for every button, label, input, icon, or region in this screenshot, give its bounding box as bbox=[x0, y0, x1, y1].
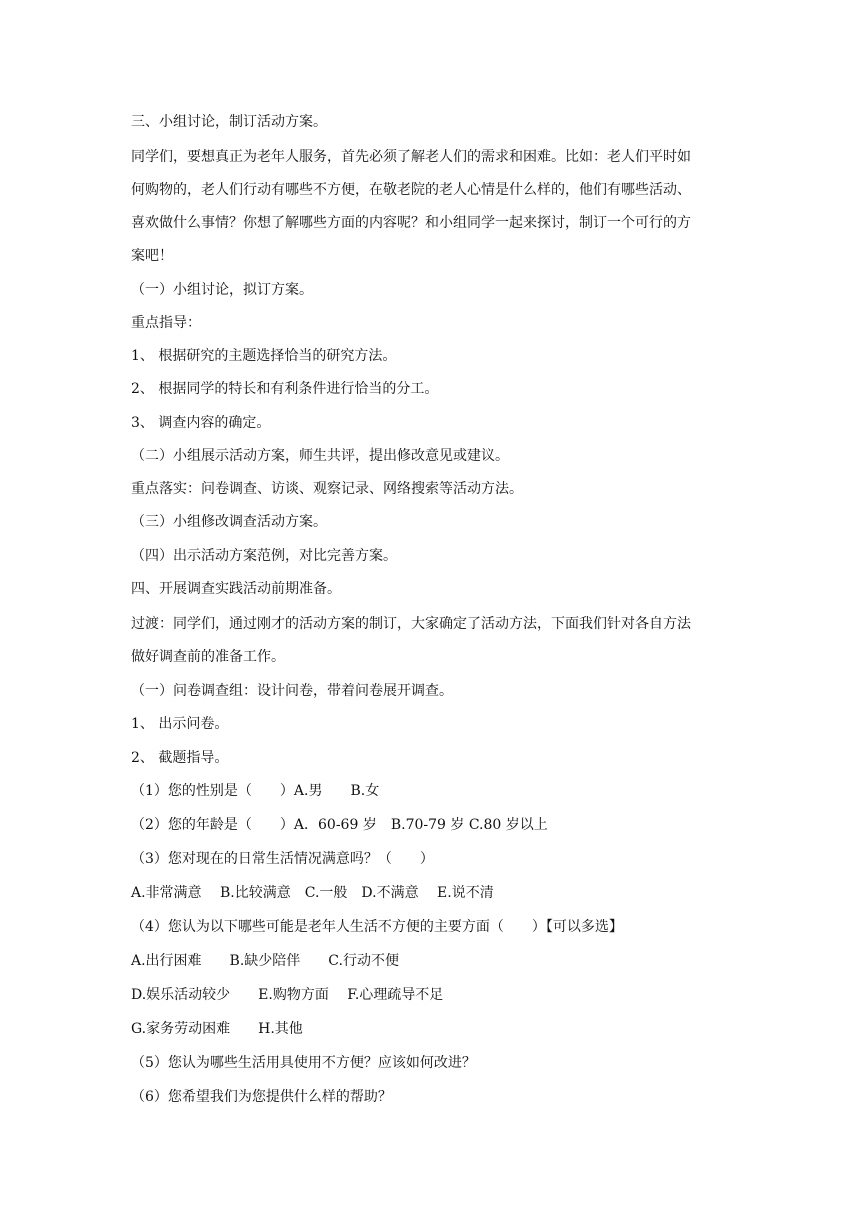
question-2: （2）您的年龄是（ ）A．60-69 岁 B.70-79 岁 C.80 岁以上 bbox=[131, 817, 548, 833]
key-guidance-label: 重点指导： bbox=[131, 315, 201, 331]
subheading-questionnaire: （一）问卷调查组：设计问卷，带着问卷展开调查。 bbox=[131, 683, 453, 699]
question-4-options: D.娱乐活动较少 E.购物方面 F.心理疏导不足 bbox=[131, 987, 444, 1003]
list-item: 2、 截题指导。 bbox=[131, 750, 229, 766]
paragraph-line: 做好调查前的准备工作。 bbox=[131, 649, 285, 665]
question-4-options: G.家务劳动困难 H.其他 bbox=[131, 1021, 303, 1037]
subheading-four: （四）出示活动方案范例，对比完善方案。 bbox=[131, 548, 397, 564]
paragraph-line: 喜欢做什么事情？你想了解哪些方面的内容呢？和小组同学一起来探讨，制订一个可行的方 bbox=[131, 215, 691, 231]
heading-section-three: 三、小组讨论，制订活动方案。 bbox=[131, 114, 327, 130]
heading-section-four: 四、开展调查实践活动前期准备。 bbox=[131, 581, 341, 597]
paragraph-line: 过渡：同学们，通过刚才的活动方案的制订，大家确定了活动方法，下面我们针对各自方法 bbox=[131, 616, 691, 632]
question-5: （5）您认为哪些生活用具使用不方便？应该如何改进？ bbox=[131, 1055, 476, 1071]
question-1: （1）您的性别是（ ）A.男 B.女 bbox=[131, 783, 380, 799]
question-4-options: A.出行困难 B.缺少陪伴 C.行动不便 bbox=[131, 953, 399, 969]
subheading-two: （二）小组展示活动方案，师生共评，提出修改意见或建议。 bbox=[131, 448, 509, 464]
list-item: 3、 调查内容的确定。 bbox=[131, 415, 271, 431]
paragraph-line: 同学们，要想真正为老年人服务，首先必须了解老人们的需求和困难。比如：老人们平时如 bbox=[131, 149, 691, 165]
subheading-three: （三）小组修改调查活动方案。 bbox=[131, 514, 327, 530]
paragraph-line: 案吧！ bbox=[131, 248, 173, 264]
question-3: （3）您对现在的日常生活情况满意吗？（ ） bbox=[131, 851, 434, 867]
list-item: 1、 根据研究的主题选择恰当的研究方法。 bbox=[131, 348, 397, 364]
key-implementation-line: 重点落实：问卷调查、访谈、观察记录、网络搜索等活动方法。 bbox=[131, 481, 523, 497]
list-item: 1、 出示问卷。 bbox=[131, 716, 229, 732]
subheading-one: （一）小组讨论，拟订方案。 bbox=[131, 282, 313, 298]
question-4: （4）您认为以下哪些可能是老年人生活不方便的主要方面（ ）【可以多选】 bbox=[131, 919, 623, 935]
paragraph-line: 何购物的，老人们行动有哪些不方便，在敬老院的老人心情是什么样的，他们有哪些活动、 bbox=[131, 182, 691, 198]
question-6: （6）您希望我们为您提供什么样的帮助？ bbox=[131, 1089, 392, 1105]
question-3-options: A.非常满意 B.比较满意 C.一般 D.不满意 E.说不清 bbox=[131, 885, 494, 901]
list-item: 2、 根据同学的特长和有利条件进行恰当的分工。 bbox=[131, 381, 439, 397]
